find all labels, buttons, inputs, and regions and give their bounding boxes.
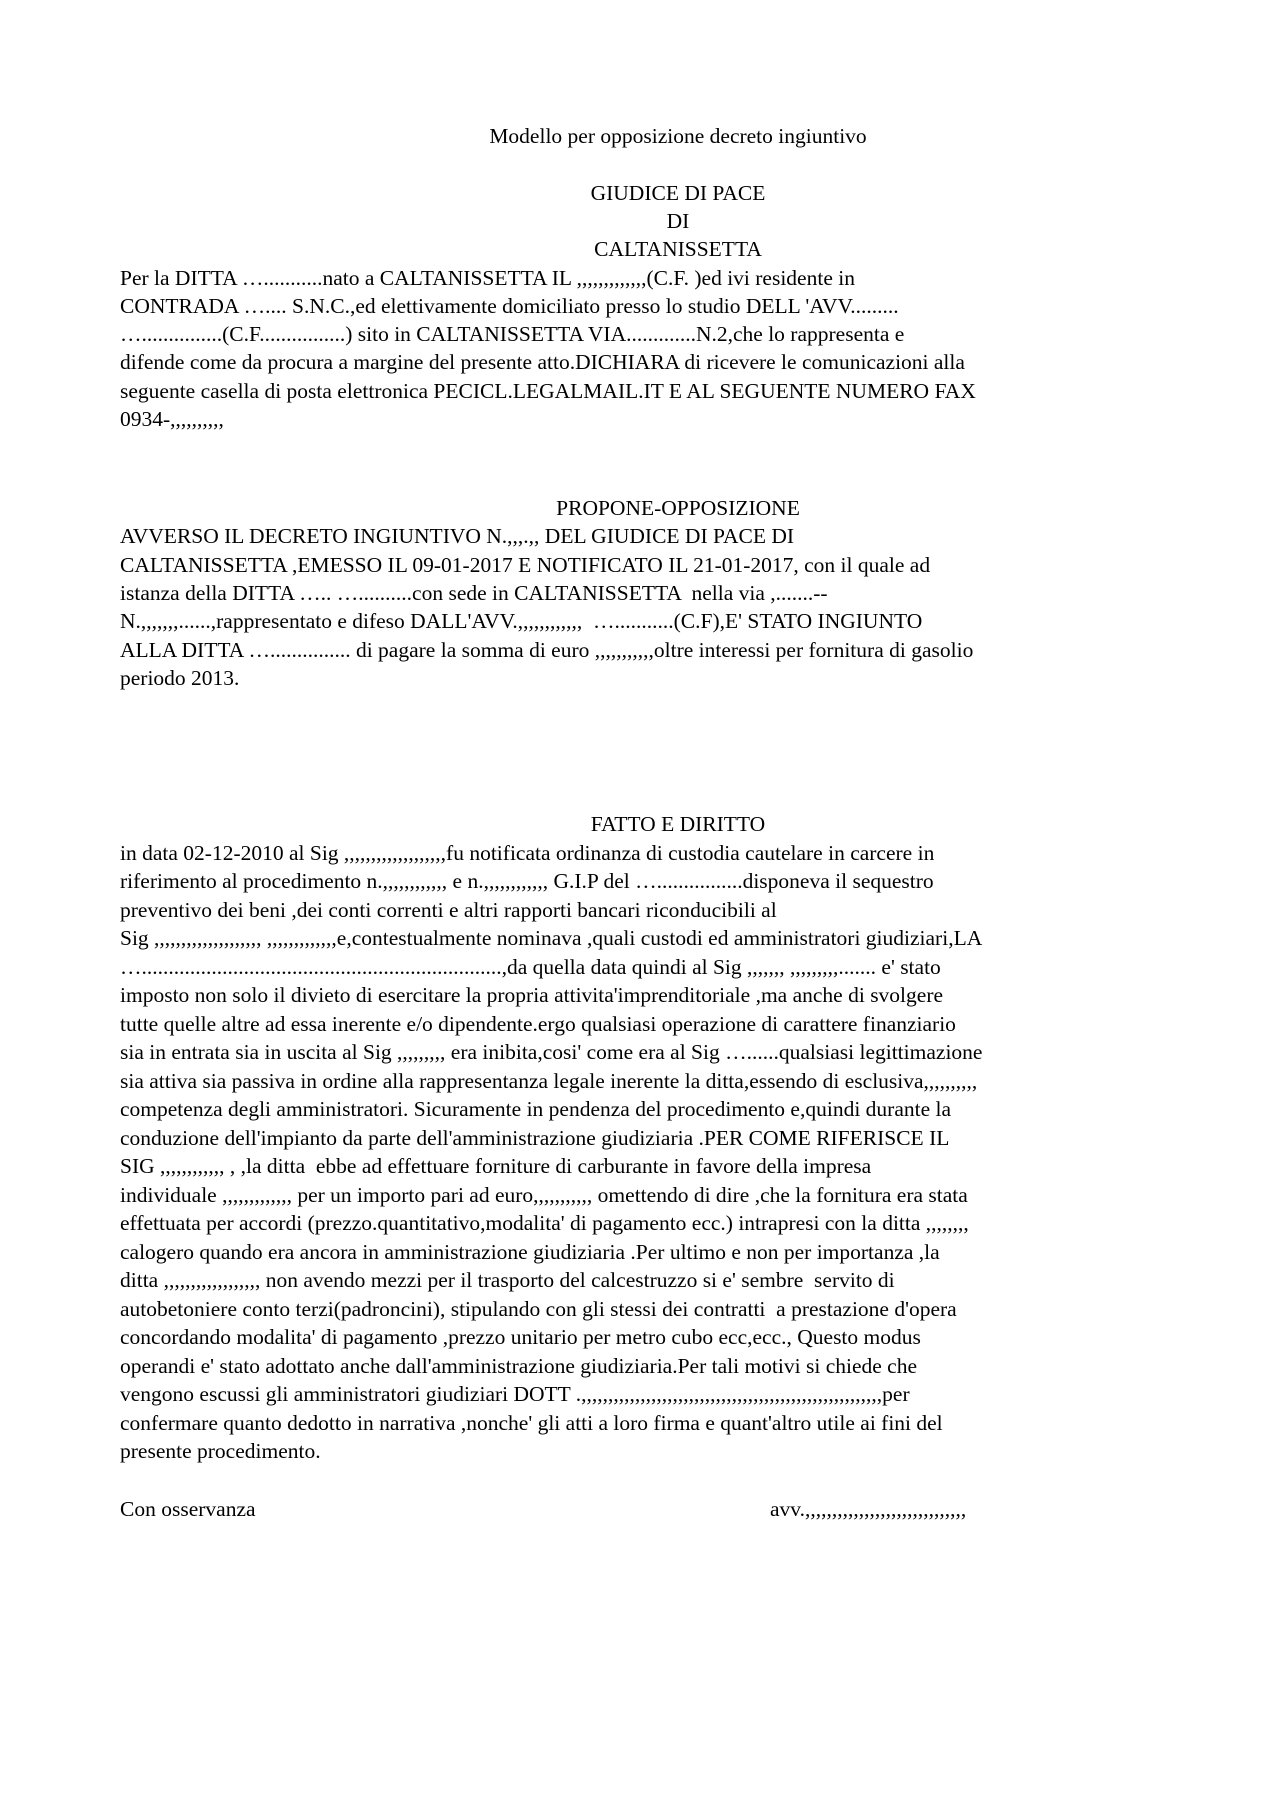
facts-line: vengono escussi gli amministratori giudiziari DOTT .,,,,,,,,,,,,,,,,,,,,,,,,,,,,,,,,,,,,,,,,,,,,,,,,,,,,,,,,per [120,1382,910,1406]
facts-line: presente procedimento. [120,1439,321,1463]
opposition-line: AVVERSO IL DECRETO INGIUNTIVO N.,,,.,, DEL GIUDICE DI PACE DI [120,524,795,548]
intro-line: 0934-,,,,,,,,,, [120,407,224,431]
facts-line: operandi e' stato adottato anche dall'amministrazione giudiziaria.Per tali motivi si chiede che [120,1354,918,1378]
facts-line: Sig ,,,,,,,,,,,,,,,,,,,, ,,,,,,,,,,,,,e,contestualmente nominava ,quali custodi ed amministratori giudiziari,LA [120,926,983,950]
opposition-line: CALTANISSETTA ,EMESSO IL 09-01-2017 E NOTIFICATO IL 21-01-2017, con il quale ad [120,553,931,577]
opposition-line: istanza della DITTA ….. …..........con sede in CALTANISSETTA nella via ,.......-- [120,581,828,605]
opposition-line: ALLA DITTA …............... di pagare la somma di euro ,,,,,,,,,,,oltre interessi per fornitura di gasolio [120,638,974,662]
facts-line: riferimento al procedimento n.,,,,,,,,,,,, e n.,,,,,,,,,,,, G.I.P del …................disponeva il sequestro [120,869,934,893]
facts-line: imposto non solo il divieto di esercitare la propria attivita'imprenditoriale ,ma anche di svolgere [120,983,944,1007]
facts-line: individuale ,,,,,,,,,,,,, per un importo pari ad euro,,,,,,,,,,, omettendo di dire ,che la fornitura era stata [120,1183,968,1207]
signature-line: avv.,,,,,,,,,,,,,,,,,,,,,,,,,,,,,, [770,1497,967,1521]
facts-line: tutte quelle altre ad essa inerente e/o dipendente.ergo qualsiasi operazione di carattere finanziario [120,1012,956,1036]
court-preposition: DI [666,209,690,233]
facts-line: concordando modalita' di pagamento ,prezzo unitario per metro cubo ecc,ecc., Questo modus [120,1325,921,1349]
facts-line: in data 02-12-2010 al Sig ,,,,,,,,,,,,,,,,,,,fu notificata ordinanza di custodia cautelare in carcere in [120,841,935,865]
intro-line: Per la DITTA …...........nato a CALTANISSETTA IL ,,,,,,,,,,,,,(C.F. )ed ivi residente in [120,266,855,290]
intro-line: seguente casella di posta elettronica PECICL.LEGALMAIL.IT E AL SEGUENTE NUMERO FAX [120,379,976,403]
facts-line: ditta ,,,,,,,,,,,,,,,,,, non avendo mezzi per il trasporto del calcestruzzo si e' sembre servito di [120,1268,895,1292]
facts-line: SIG ,,,,,,,,,,,, , ,la ditta ebbe ad effettuare forniture di carburante in favore della impresa [120,1154,872,1178]
facts-line: sia attiva sia passiva in ordine alla rappresentanza legale inerente la ditta,essendo di esclusiva,,,,,,,,,, [120,1069,978,1093]
intro-line: difende come da procura a margine del presente atto.DICHIARA di ricevere le comunicazioni alla [120,350,965,374]
facts-line: competenza degli amministratori. Sicuramente in pendenza del procedimento e,quindi durante la [120,1097,952,1121]
section-heading-facts: FATTO E DIRITTO [590,812,766,836]
opposition-line: periodo 2013. [120,666,240,690]
facts-line: preventivo dei beni ,dei conti correnti e altri rapporti bancari riconducibili al [120,898,777,922]
facts-line: conduzione dell'impianto da parte dell'amministrazione giudiziaria .PER COME RIFERISCE IL [120,1126,950,1150]
facts-line: effettuata per accordi (prezzo.quantitativo,modalita' di pagamento ecc.) intrapresi con la ditta ,,,,,,,, [120,1211,969,1235]
intro-line: CONTRADA ….... S.N.C.,ed elettivamente domiciliato presso lo studio DELL 'AVV......... [120,294,899,318]
facts-line: confermare quanto dedotto in narrativa ,nonche' gli atti a loro firma e quant'altro utile ai fini del [120,1411,943,1435]
opposition-line: N.,,,,,,,......,rappresentato e difeso DALL'AVV.,,,,,,,,,,,, …...........(C.F),E' STATO INGIUNTO [120,609,923,633]
section-heading-opposition: PROPONE-OPPOSIZIONE [556,496,800,520]
facts-line: sia in entrata sia in uscita al Sig ,,,,,,,,, era inibita,cosi' come era al Sig …......qualsiasi legittimazione [120,1040,983,1064]
closing-salutation: Con osservanza [120,1497,256,1521]
court-city: CALTANISSETTA [594,237,762,261]
facts-line: autobetoniere conto terzi(padroncini), stipulando con gli stessi dei contratti a prestazione d'opera [120,1297,957,1321]
facts-line: calogero quando era ancora in amministrazione giudiziaria .Per ultimo e non per importanza ,la [120,1240,940,1264]
court-name: GIUDICE DI PACE [590,181,766,205]
facts-line: …...................................................................,da quella data quindi al Sig ,,,,,,, ,,,,,,,,,....... e' stato [120,955,941,979]
intro-line: …...............(C.F................) sito in CALTANISSETTA VIA.............N.2,che lo rappresenta e [120,322,905,346]
model-title: Modello per opposizione decreto ingiuntivo [489,124,867,148]
